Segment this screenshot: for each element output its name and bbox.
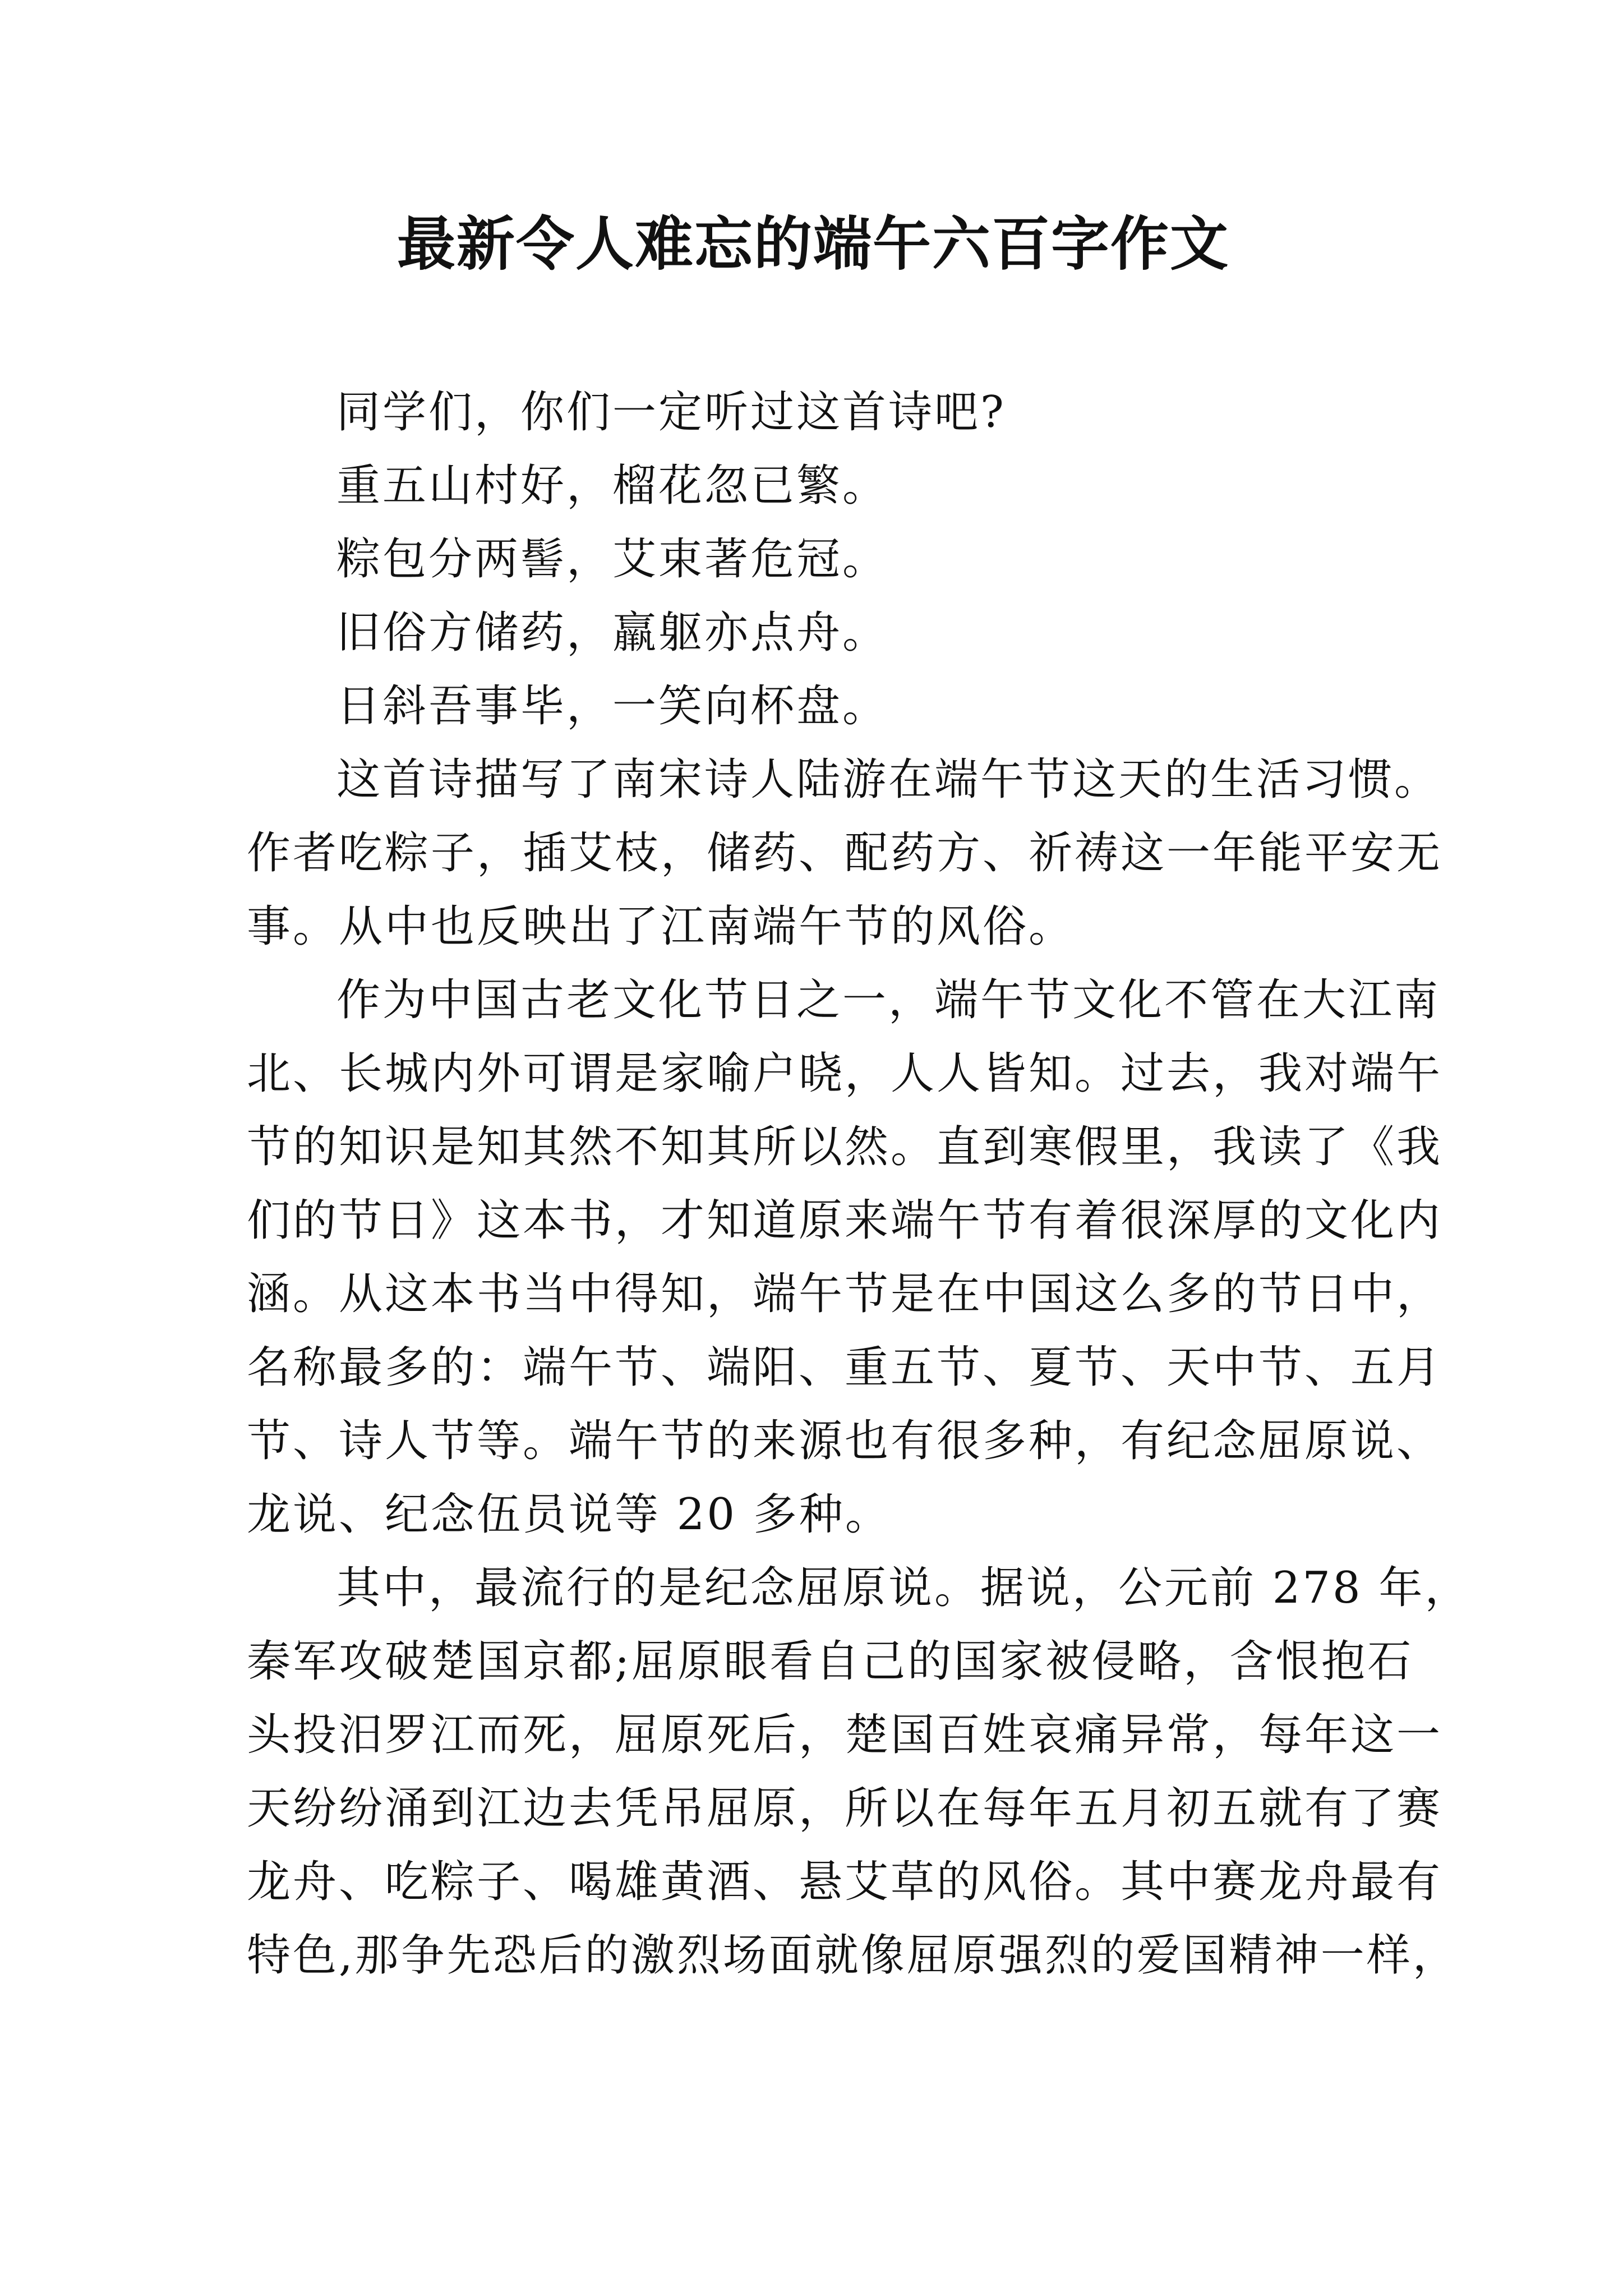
paragraph-line: 这首诗描写了南宋诗人陆游在端午节这天的生活习惯。	[336, 754, 1441, 805]
document-title: 最新令人难忘的端午六百字作文	[396, 209, 1229, 278]
paragraph-line: 节、诗人节等。端午节的来源也有很多种，有纪念屈原说、	[247, 1416, 1443, 1466]
paragraph-line: 头投汨罗江而死，屈原死后，楚国百姓哀痛异常，每年这一	[247, 1710, 1443, 1760]
paragraph-line: 作为中国古老文化节日之一，端午节文化不管在大江南	[336, 975, 1441, 1025]
paragraph-line: 龙说、纪念伍员说等 20 多种。	[247, 1489, 891, 1540]
paragraph-line: 节的知识是知其然不知其所以然。直到寒假里，我读了《我	[247, 1122, 1443, 1172]
paragraph-line: 事。从中也反映出了江南端午节的风俗。	[247, 901, 1075, 952]
paragraph-line: 特色,那争先恐后的激烈场面就像屈原强烈的爱国精神一样，	[247, 1930, 1459, 1981]
poem-line: 重五山村好，榴花忽已繁。	[336, 461, 889, 511]
paragraph-line: 天纷纷涌到江边去凭吊屈原，所以在每年五月初五就有了赛	[247, 1783, 1443, 1834]
paragraph-line: 们的节日》这本书，才知道原来端午节有着很深厚的文化内	[247, 1195, 1443, 1246]
poem-line: 旧俗方储药，羸躯亦点舟。	[336, 608, 889, 658]
paragraph-line: 龙舟、吃粽子、喝雄黄酒、悬艾草的风俗。其中赛龙舟最有	[247, 1857, 1443, 1907]
poem-line: 粽包分两髻，艾束著危冠。	[336, 534, 889, 585]
paragraph-line: 北、长城内外可谓是家喻户晓，人人皆知。过去，我对端午	[247, 1048, 1443, 1099]
paragraph-line: 名称最多的：端午节、端阳、重五节、夏节、天中节、五月	[247, 1342, 1443, 1393]
paragraph-line: 作者吃粽子，插艾枝，储药、配药方、祈祷这一年能平安无	[247, 828, 1443, 878]
poem-intro-line: 同学们，你们一定听过这首诗吧?	[336, 387, 1006, 438]
paragraph-line: 其中，最流行的是纪念屈原说。据说，公元前 278 年，	[336, 1563, 1471, 1613]
paragraph-line: 秦军攻破楚国京都;屈原眼看自己的国家被侵略，含恨抱石	[247, 1636, 1414, 1687]
document-body	[247, 376, 1471, 1993]
paragraph-line: 涵。从这本书当中得知，端午节是在中国这么多的节日中，	[247, 1269, 1443, 1319]
poem-line: 日斜吾事毕，一笑向杯盘。	[336, 681, 889, 731]
